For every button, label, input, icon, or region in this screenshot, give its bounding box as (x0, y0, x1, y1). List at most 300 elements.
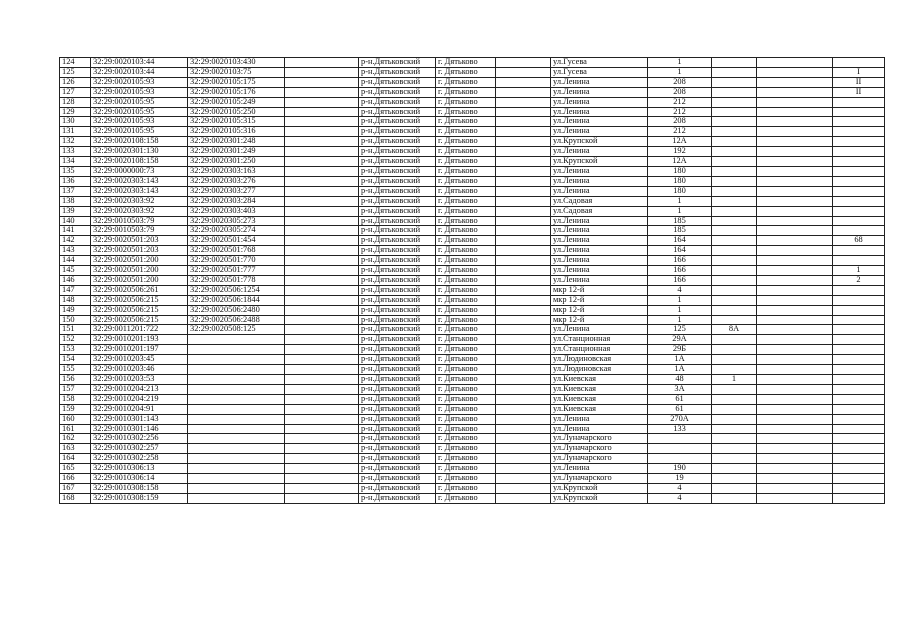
locality-cell (496, 147, 551, 157)
city-cell: г. Дятьково (436, 285, 496, 295)
building-cell (712, 474, 757, 484)
locality-cell (496, 325, 551, 335)
housing-cell (757, 166, 833, 176)
cadastral-number-cell: 32:29:0020301:248 (188, 137, 285, 147)
locality-cell (496, 196, 551, 206)
housing-cell (757, 246, 833, 256)
table-row (60, 345, 885, 355)
cadastral-block-cell: 32:29:0020303:92 (91, 196, 188, 206)
house-cell: 180 (648, 176, 712, 186)
street-cell: ул.Ленина (551, 325, 648, 335)
district-cell: р-н.Дятьковский (359, 147, 436, 157)
apartment-cell (833, 216, 885, 226)
house-cell: 19 (648, 474, 712, 484)
cadastral-number-cell: 32:29:0020105:175 (188, 77, 285, 87)
housing-cell (757, 335, 833, 345)
apartment-cell (833, 454, 885, 464)
house-cell: 1 (648, 295, 712, 305)
house-cell: 1 (648, 206, 712, 216)
empty-cell (285, 315, 359, 325)
street-cell: ул.Ленина (551, 147, 648, 157)
street-cell: ул.Садовая (551, 206, 648, 216)
building-cell (712, 166, 757, 176)
empty-cell (285, 206, 359, 216)
table-row (60, 275, 885, 285)
locality-cell (496, 127, 551, 137)
row-number-cell: 131 (60, 127, 91, 137)
row-number-cell: 145 (60, 266, 91, 276)
locality-cell (496, 305, 551, 315)
cadastral-block-cell: 32:29:0020506:215 (91, 295, 188, 305)
building-cell (712, 97, 757, 107)
building-cell (712, 107, 757, 117)
apartment-cell: 2 (833, 275, 885, 285)
district-cell: р-н.Дятьковский (359, 87, 436, 97)
table-row (60, 434, 885, 444)
city-cell: г. Дятьково (436, 375, 496, 385)
table-row (60, 454, 885, 464)
district-cell: р-н.Дятьковский (359, 434, 436, 444)
city-cell: г. Дятьково (436, 236, 496, 246)
district-cell: р-н.Дятьковский (359, 375, 436, 385)
empty-cell (285, 483, 359, 493)
table-row (60, 77, 885, 87)
house-cell: 4 (648, 493, 712, 503)
row-number-cell: 155 (60, 365, 91, 375)
housing-cell (757, 305, 833, 315)
cadastral-block-cell: 32:29:0010503:79 (91, 216, 188, 226)
house-cell: 190 (648, 464, 712, 474)
cadastral-block-cell: 32:29:0020501:203 (91, 236, 188, 246)
house-cell: 180 (648, 186, 712, 196)
table-row (60, 384, 885, 394)
empty-cell (285, 404, 359, 414)
city-cell: г. Дятьково (436, 137, 496, 147)
apartment-cell (833, 315, 885, 325)
row-number-cell: 137 (60, 186, 91, 196)
row-number-cell: 153 (60, 345, 91, 355)
apartment-cell: I (833, 67, 885, 77)
apartment-cell (833, 176, 885, 186)
housing-cell (757, 67, 833, 77)
building-cell (712, 295, 757, 305)
street-cell: ул.Ленина (551, 77, 648, 87)
empty-cell (285, 275, 359, 285)
row-number-cell: 166 (60, 474, 91, 484)
empty-cell (285, 454, 359, 464)
row-number-cell: 144 (60, 256, 91, 266)
district-cell: р-н.Дятьковский (359, 474, 436, 484)
table-row (60, 176, 885, 186)
cadastral-number-cell: 32:29:0020103:430 (188, 58, 285, 68)
district-cell: р-н.Дятьковский (359, 483, 436, 493)
cadastral-block-cell: 32:29:0010204:213 (91, 384, 188, 394)
building-cell (712, 196, 757, 206)
cadastral-number-cell: 32:29:0020301:249 (188, 147, 285, 157)
cadastral-number-cell (188, 394, 285, 404)
house-cell: 166 (648, 256, 712, 266)
district-cell: р-н.Дятьковский (359, 315, 436, 325)
locality-cell (496, 97, 551, 107)
street-cell: ул.Ленина (551, 424, 648, 434)
cadastral-block-cell: 32:29:0020506:215 (91, 305, 188, 315)
locality-cell (496, 285, 551, 295)
house-cell: 3А (648, 384, 712, 394)
house-cell: 1 (648, 196, 712, 206)
cadastral-block-cell: 32:29:0010503:79 (91, 226, 188, 236)
empty-cell (285, 295, 359, 305)
house-cell: 212 (648, 107, 712, 117)
table-row (60, 196, 885, 206)
district-cell: р-н.Дятьковский (359, 404, 436, 414)
apartment-cell (833, 206, 885, 216)
cadastral-block-cell: 32:29:0010306:14 (91, 474, 188, 484)
housing-cell (757, 117, 833, 127)
district-cell: р-н.Дятьковский (359, 166, 436, 176)
cadastral-block-cell: 32:29:0020108:158 (91, 157, 188, 167)
empty-cell (285, 444, 359, 454)
building-cell (712, 157, 757, 167)
locality-cell (496, 186, 551, 196)
locality-cell (496, 493, 551, 503)
city-cell: г. Дятьково (436, 464, 496, 474)
city-cell: г. Дятьково (436, 157, 496, 167)
locality-cell (496, 256, 551, 266)
housing-cell (757, 176, 833, 186)
apartment-cell: 68 (833, 236, 885, 246)
locality-cell (496, 77, 551, 87)
apartment-cell (833, 295, 885, 305)
house-cell: 185 (648, 216, 712, 226)
cadastral-block-cell: 32:29:0020501:200 (91, 275, 188, 285)
cadastral-block-cell: 32:29:0010302:257 (91, 444, 188, 454)
cadastral-block-cell: 32:29:0010302:258 (91, 454, 188, 464)
locality-cell (496, 375, 551, 385)
street-cell: ул.Ленина (551, 117, 648, 127)
district-cell: р-н.Дятьковский (359, 444, 436, 454)
row-number-cell: 135 (60, 166, 91, 176)
cadastral-number-cell (188, 375, 285, 385)
table-row (60, 107, 885, 117)
locality-cell (496, 474, 551, 484)
empty-cell (285, 157, 359, 167)
house-cell: 212 (648, 127, 712, 137)
building-cell (712, 355, 757, 365)
city-cell: г. Дятьково (436, 117, 496, 127)
table-row (60, 375, 885, 385)
row-number-cell: 126 (60, 77, 91, 87)
table-row (60, 246, 885, 256)
building-cell (712, 493, 757, 503)
housing-cell (757, 444, 833, 454)
street-cell: ул.Ленина (551, 236, 648, 246)
empty-cell (285, 434, 359, 444)
building-cell (712, 246, 757, 256)
district-cell: р-н.Дятьковский (359, 384, 436, 394)
house-cell: 166 (648, 266, 712, 276)
building-cell (712, 394, 757, 404)
house-cell: 1 (648, 67, 712, 77)
building-cell (712, 384, 757, 394)
city-cell: г. Дятьково (436, 295, 496, 305)
housing-cell (757, 196, 833, 206)
cadastral-number-cell: 32:29:0020501:454 (188, 236, 285, 246)
locality-cell (496, 384, 551, 394)
building-cell (712, 365, 757, 375)
cadastral-number-cell (188, 345, 285, 355)
row-number-cell: 147 (60, 285, 91, 295)
building-cell: 1 (712, 375, 757, 385)
housing-cell (757, 97, 833, 107)
city-cell: г. Дятьково (436, 384, 496, 394)
cadastral-block-cell: 32:29:0020105:93 (91, 77, 188, 87)
table-body (60, 58, 885, 504)
city-cell: г. Дятьково (436, 77, 496, 87)
cadastral-number-cell: 32:29:0020501:768 (188, 246, 285, 256)
empty-cell (285, 384, 359, 394)
building-cell (712, 216, 757, 226)
locality-cell (496, 176, 551, 186)
house-cell (648, 444, 712, 454)
street-cell: ул.Луначарского (551, 444, 648, 454)
housing-cell (757, 206, 833, 216)
cadastral-number-cell: 32:29:0020105:249 (188, 97, 285, 107)
locality-cell (496, 58, 551, 68)
row-number-cell: 158 (60, 394, 91, 404)
city-cell: г. Дятьково (436, 355, 496, 365)
apartment-cell (833, 464, 885, 474)
house-cell: 12А (648, 137, 712, 147)
building-cell (712, 87, 757, 97)
row-number-cell: 164 (60, 454, 91, 464)
building-cell (712, 345, 757, 355)
table-row (60, 464, 885, 474)
locality-cell (496, 315, 551, 325)
city-cell: г. Дятьково (436, 414, 496, 424)
street-cell: ул.Крупской (551, 493, 648, 503)
document-page (59, 57, 885, 504)
locality-cell (496, 275, 551, 285)
empty-cell (285, 236, 359, 246)
district-cell: р-н.Дятьковский (359, 226, 436, 236)
table-row (60, 137, 885, 147)
district-cell: р-н.Дятьковский (359, 216, 436, 226)
building-cell (712, 464, 757, 474)
locality-cell (496, 236, 551, 246)
table-row (60, 355, 885, 365)
housing-cell (757, 483, 833, 493)
table-row (60, 414, 885, 424)
house-cell: 208 (648, 77, 712, 87)
apartment-cell (833, 414, 885, 424)
table-row (60, 266, 885, 276)
locality-cell (496, 246, 551, 256)
city-cell: г. Дятьково (436, 454, 496, 464)
table-row (60, 285, 885, 295)
district-cell: р-н.Дятьковский (359, 127, 436, 137)
empty-cell (285, 493, 359, 503)
cadastral-number-cell (188, 434, 285, 444)
street-cell: ул.Станционная (551, 335, 648, 345)
house-cell: 208 (648, 87, 712, 97)
housing-cell (757, 137, 833, 147)
cadastral-block-cell: 32:29:0010308:158 (91, 483, 188, 493)
table-row (60, 365, 885, 375)
row-number-cell: 149 (60, 305, 91, 315)
city-cell: г. Дятьково (436, 474, 496, 484)
street-cell: ул.Луначарского (551, 454, 648, 464)
city-cell: г. Дятьково (436, 186, 496, 196)
street-cell: ул.Гусева (551, 67, 648, 77)
empty-cell (285, 58, 359, 68)
district-cell: р-н.Дятьковский (359, 305, 436, 315)
city-cell: г. Дятьково (436, 226, 496, 236)
building-cell (712, 226, 757, 236)
building-cell (712, 186, 757, 196)
district-cell: р-н.Дятьковский (359, 246, 436, 256)
cadastral-number-cell (188, 414, 285, 424)
house-cell: 29Б (648, 345, 712, 355)
empty-cell (285, 87, 359, 97)
city-cell: г. Дятьково (436, 404, 496, 414)
district-cell: р-н.Дятьковский (359, 325, 436, 335)
empty-cell (285, 176, 359, 186)
house-cell: 180 (648, 166, 712, 176)
district-cell: р-н.Дятьковский (359, 424, 436, 434)
district-cell: р-н.Дятьковский (359, 275, 436, 285)
district-cell: р-н.Дятьковский (359, 355, 436, 365)
house-cell: 61 (648, 404, 712, 414)
cadastral-block-cell: 32:29:0020105:95 (91, 107, 188, 117)
housing-cell (757, 474, 833, 484)
apartment-cell (833, 493, 885, 503)
city-cell: г. Дятьково (436, 345, 496, 355)
apartment-cell (833, 365, 885, 375)
empty-cell (285, 166, 359, 176)
housing-cell (757, 157, 833, 167)
city-cell: г. Дятьково (436, 256, 496, 266)
house-cell: 212 (648, 97, 712, 107)
apartment-cell (833, 127, 885, 137)
empty-cell (285, 464, 359, 474)
row-number-cell: 142 (60, 236, 91, 246)
apartment-cell (833, 384, 885, 394)
street-cell: мкр 12-й (551, 315, 648, 325)
empty-cell (285, 127, 359, 137)
building-cell (712, 67, 757, 77)
street-cell: ул.Ленина (551, 266, 648, 276)
empty-cell (285, 256, 359, 266)
empty-cell (285, 137, 359, 147)
building-cell (712, 434, 757, 444)
table-row (60, 424, 885, 434)
locality-cell (496, 394, 551, 404)
building-cell (712, 58, 757, 68)
table-row (60, 186, 885, 196)
city-cell: г. Дятьково (436, 166, 496, 176)
apartment-cell (833, 226, 885, 236)
district-cell: р-н.Дятьковский (359, 256, 436, 266)
building-cell (712, 206, 757, 216)
cadastral-block-cell: 32:29:0020103:44 (91, 67, 188, 77)
cadastral-block-cell: 32:29:0020103:44 (91, 58, 188, 68)
building-cell: 8А (712, 325, 757, 335)
city-cell: г. Дятьково (436, 176, 496, 186)
housing-cell (757, 394, 833, 404)
district-cell: р-н.Дятьковский (359, 285, 436, 295)
street-cell: ул.Ленина (551, 414, 648, 424)
cadastral-number-cell: 32:29:0020508:125 (188, 325, 285, 335)
street-cell: ул.Крупской (551, 137, 648, 147)
house-cell: 270А (648, 414, 712, 424)
street-cell: ул.Ленина (551, 464, 648, 474)
row-number-cell: 154 (60, 355, 91, 365)
row-number-cell: 130 (60, 117, 91, 127)
house-cell: 4 (648, 285, 712, 295)
city-cell: г. Дятьково (436, 434, 496, 444)
locality-cell (496, 295, 551, 305)
table-row (60, 315, 885, 325)
cadastral-block-cell: 32:29:0010201:197 (91, 345, 188, 355)
house-cell: 61 (648, 394, 712, 404)
street-cell: ул.Луначарского (551, 434, 648, 444)
building-cell (712, 305, 757, 315)
housing-cell (757, 375, 833, 385)
cadastral-number-cell: 32:29:0020501:770 (188, 256, 285, 266)
row-number-cell: 168 (60, 493, 91, 503)
empty-cell (285, 117, 359, 127)
row-number-cell: 124 (60, 58, 91, 68)
house-cell: 125 (648, 325, 712, 335)
district-cell: р-н.Дятьковский (359, 58, 436, 68)
street-cell: ул.Станционная (551, 345, 648, 355)
house-cell: 133 (648, 424, 712, 434)
housing-cell (757, 454, 833, 464)
district-cell: р-н.Дятьковский (359, 345, 436, 355)
cadastral-number-cell: 32:29:0020105:315 (188, 117, 285, 127)
row-number-cell: 146 (60, 275, 91, 285)
locality-cell (496, 206, 551, 216)
empty-cell (285, 375, 359, 385)
cadastral-number-cell: 32:29:0020103:75 (188, 67, 285, 77)
locality-cell (496, 87, 551, 97)
row-number-cell: 165 (60, 464, 91, 474)
district-cell: р-н.Дятьковский (359, 77, 436, 87)
street-cell: ул.Ленина (551, 186, 648, 196)
cadastral-block-cell: 32:29:0000000:73 (91, 166, 188, 176)
table-row (60, 157, 885, 167)
apartment-cell (833, 375, 885, 385)
empty-cell (285, 107, 359, 117)
housing-cell (757, 464, 833, 474)
row-number-cell: 129 (60, 107, 91, 117)
district-cell: р-н.Дятьковский (359, 176, 436, 186)
table-row (60, 256, 885, 266)
apartment-cell (833, 97, 885, 107)
row-number-cell: 160 (60, 414, 91, 424)
apartment-cell (833, 285, 885, 295)
apartment-cell (833, 355, 885, 365)
housing-cell (757, 256, 833, 266)
street-cell: ул.Ленина (551, 97, 648, 107)
street-cell: ул.Ленина (551, 216, 648, 226)
row-number-cell: 167 (60, 483, 91, 493)
cadastral-number-cell: 32:29:0020506:2488 (188, 315, 285, 325)
district-cell: р-н.Дятьковский (359, 365, 436, 375)
building-cell (712, 483, 757, 493)
housing-cell (757, 414, 833, 424)
row-number-cell: 143 (60, 246, 91, 256)
